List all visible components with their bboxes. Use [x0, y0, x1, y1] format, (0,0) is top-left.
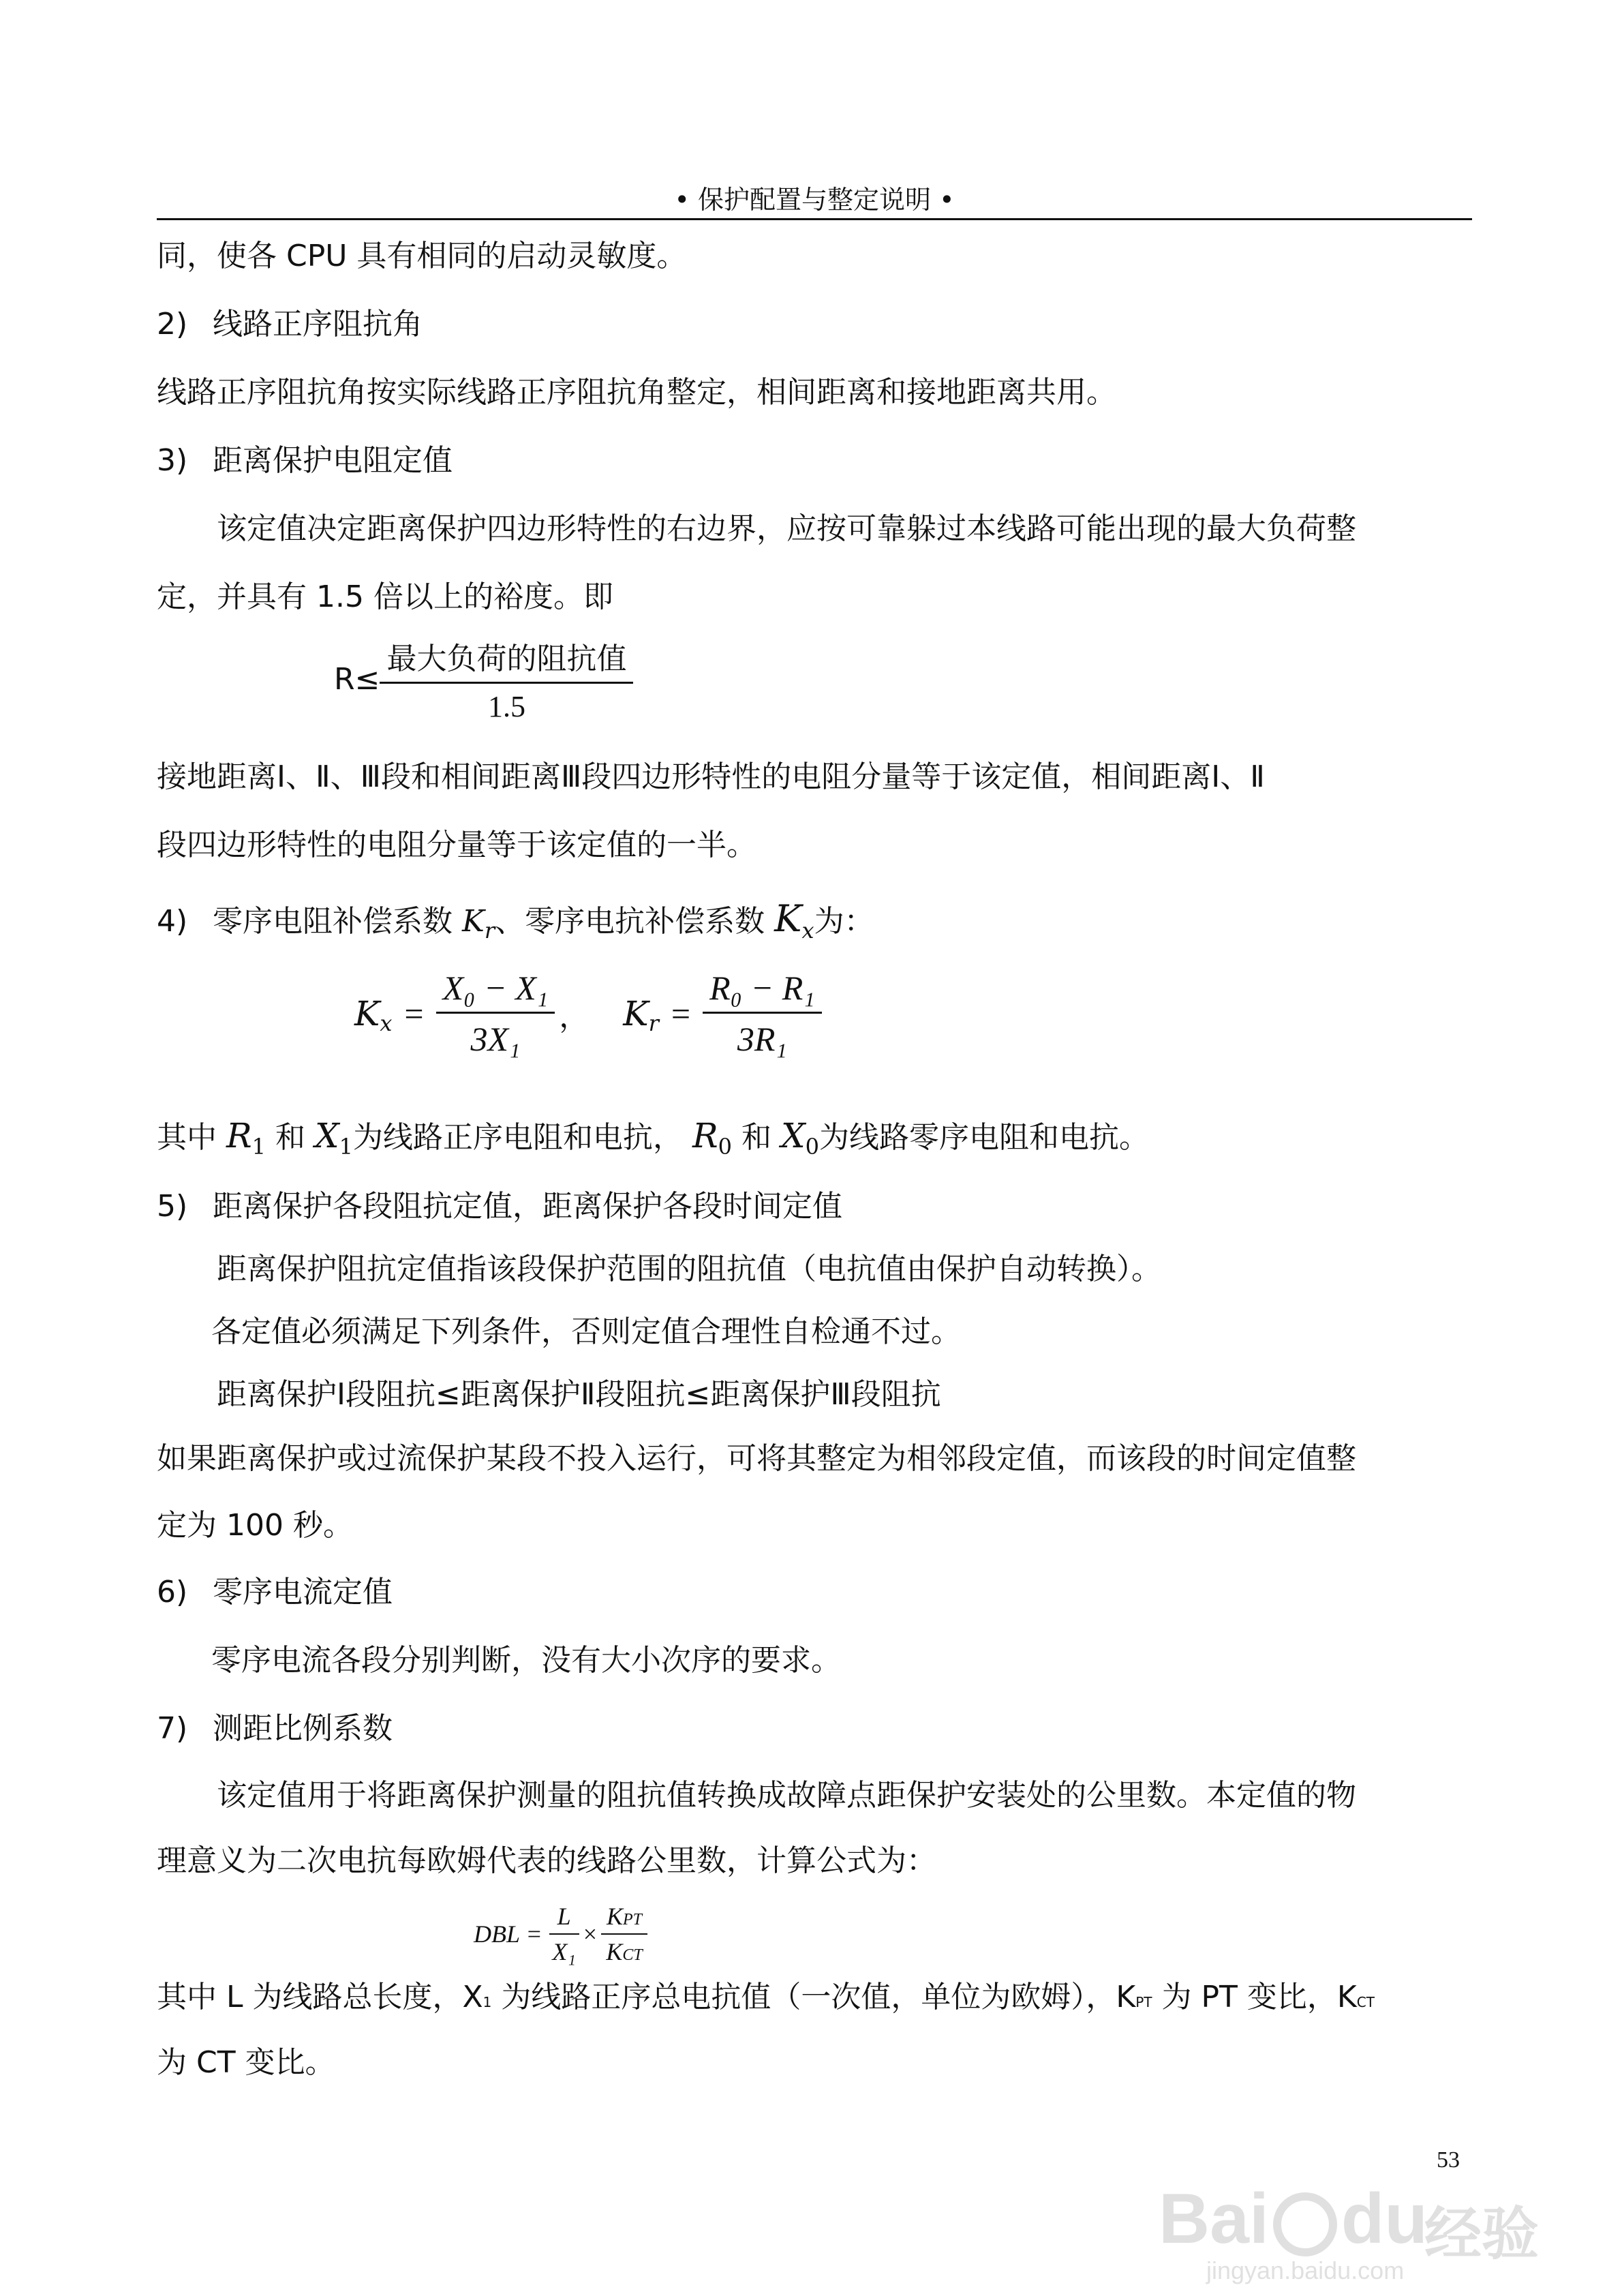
- denominator: X₁: [552, 1938, 576, 1965]
- section-number: 3): [157, 443, 188, 478]
- numerator: X₀ − X₁: [436, 968, 555, 1014]
- text: 和: [741, 1120, 771, 1155]
- section-number: 5): [157, 1189, 188, 1224]
- text-line-symbols: [157, 1977, 1479, 2023]
- text-line: 定为 100 秒。: [157, 1508, 353, 1543]
- text-line: 零序电流各段分别判断，没有大小次序的要求。: [211, 1643, 841, 1678]
- section-title: 零序电阻补偿系数: [213, 904, 453, 939]
- equals: =: [404, 994, 424, 1033]
- denominator: 3X₁: [470, 1020, 521, 1058]
- section-heading-7: [157, 1708, 1479, 1749]
- formula-dbl: [474, 1902, 647, 1966]
- symbol-K: K: [354, 993, 380, 1033]
- numerator: L: [549, 1902, 579, 1935]
- subscript: x: [380, 1010, 393, 1036]
- symbol-K: K: [607, 1903, 624, 1930]
- section-number: 2): [157, 307, 188, 342]
- subscript: 1: [339, 1134, 353, 1160]
- symbol-K: K: [623, 993, 649, 1033]
- subscript: CT: [622, 1946, 643, 1964]
- times-sign: ×: [583, 1920, 597, 1948]
- fraction: [549, 1902, 579, 1966]
- formula-lhs: DBL =: [474, 1920, 542, 1948]
- watermark-brand-b: du: [1341, 2179, 1428, 2259]
- fraction: [380, 634, 633, 724]
- text-line: 理意义为二次电抗每欧姆代表的线路公里数，计算公式为：: [157, 1843, 936, 1878]
- text: 为线路正序总电抗值（一次值，单位为欧姆），K: [501, 1980, 1136, 2014]
- section-title: 零序电流定值: [213, 1575, 393, 1610]
- subscript: 0: [718, 1134, 732, 1160]
- section-heading-4: [157, 898, 1479, 944]
- subscript: 1: [251, 1134, 266, 1160]
- section-heading-6: [157, 1572, 1479, 1613]
- symbol-X: X: [315, 1116, 339, 1155]
- fraction: [436, 968, 555, 1059]
- text: 为线路零序电阻和电抗。: [818, 1120, 1149, 1155]
- text-line: 同，使各 CPU 具有相同的启动灵敏度。: [157, 239, 687, 273]
- numerator: R₀ − R₁: [703, 968, 822, 1014]
- watermark-url: jingyan.baidu.com: [1206, 2256, 1405, 2284]
- text: 为线路正序电阻和电抗，: [352, 1120, 683, 1155]
- watermark-brand-a: Bai: [1159, 2179, 1269, 2259]
- text-line: 距离保护阻抗定值指该段保护范围的阻抗值（电抗值由保护自动转换）。: [217, 1252, 1161, 1286]
- subscript: CT: [1356, 1994, 1375, 2010]
- denominator: 1.5: [487, 690, 525, 723]
- section-heading-2: [157, 304, 1479, 345]
- section-title-end: 为：: [814, 904, 874, 939]
- symbol-R: R: [226, 1116, 252, 1155]
- symbol-K: K: [462, 904, 485, 939]
- text-line-symbols: [157, 1115, 1479, 1160]
- numerator: [601, 1902, 647, 1935]
- subscript: PT: [1135, 1994, 1152, 2010]
- text: 其中 L 为线路总长度，X: [157, 1980, 483, 2014]
- symbol-K: K: [774, 897, 802, 940]
- symbol-R: R: [692, 1116, 718, 1155]
- section-number: 4): [157, 904, 188, 939]
- subscript: r: [484, 918, 495, 943]
- paw-icon: [1273, 2192, 1337, 2256]
- denominator: 3R₁: [737, 1020, 787, 1058]
- watermark: [1159, 2154, 1540, 2291]
- text-line: 为 CT 变比。: [157, 2045, 335, 2080]
- section-title-cont: 、零序电抗补偿系数: [495, 904, 765, 939]
- section-heading-5: [157, 1186, 1479, 1227]
- text-line: 该定值用于将距离保护测量的阻抗值转换成故障点距保护安装处的公里数。本定值的物: [217, 1778, 1356, 1813]
- text-line: 距离保护Ⅰ段阻抗≤距离保护Ⅱ段阻抗≤距离保护Ⅲ段阻抗: [217, 1377, 941, 1412]
- formula-k: [354, 968, 822, 1059]
- subscript: x: [801, 918, 814, 943]
- section-title: 距离保护电阻定值: [213, 443, 453, 478]
- formula-r: [334, 634, 633, 724]
- section-heading-3: [157, 440, 1479, 481]
- symbol-K: K: [606, 1938, 623, 1965]
- symbol-X: X: [781, 1116, 806, 1155]
- denominator: [606, 1935, 642, 1966]
- equals: =: [671, 994, 691, 1033]
- text-line: 线路正序阻抗角按实际线路正序阻抗角整定，相间距离和接地距离共用。: [157, 375, 1116, 410]
- text-line: 该定值决定距离保护四边形特性的右边界，应按可靠躲过本线路可能出现的最大负荷整: [217, 511, 1356, 546]
- subscript: 0: [805, 1134, 819, 1160]
- header-rule: [157, 218, 1472, 220]
- text: 其中: [157, 1120, 217, 1155]
- numerator: 最大负荷的阻抗值: [380, 634, 633, 684]
- watermark-cn: 经验: [1424, 2202, 1540, 2266]
- text-line: 接地距离Ⅰ、Ⅱ、Ⅲ段和相间距离Ⅲ段四边形特性的电阻分量等于该定值，相间距离Ⅰ、Ⅱ: [157, 759, 1265, 794]
- text-line: 段四边形特性的电阻分量等于该定值的一半。: [157, 828, 756, 862]
- text: 和: [275, 1120, 306, 1155]
- running-header: • 保护配置与整定说明 •: [674, 185, 955, 215]
- section-title: 线路正序阻抗角: [213, 307, 423, 342]
- text-line: 各定值必须满足下列条件，否则定值合理性自检通不过。: [211, 1314, 961, 1349]
- watermark-brand: [1159, 2179, 1428, 2260]
- subscript: r: [648, 1010, 659, 1036]
- subscript: 1: [483, 1994, 492, 2010]
- text: 为 PT 变比，K: [1161, 1980, 1357, 2014]
- text-line: 定，并具有 1.5 倍以上的裕度。即: [157, 579, 613, 614]
- section-number: 7): [157, 1711, 188, 1746]
- fraction: [601, 1902, 647, 1966]
- formula-lhs: R≤: [334, 661, 380, 697]
- section-title: 测距比例系数: [213, 1711, 393, 1746]
- subscript: PT: [623, 1911, 643, 1929]
- section-title: 距离保护各段阻抗定值，距离保护各段时间定值: [213, 1189, 842, 1224]
- text-line: 如果距离保护或过流保护某段不投入运行，可将其整定为相邻段定值，而该段的时间定值整: [157, 1441, 1356, 1476]
- section-number: 6): [157, 1575, 188, 1610]
- page-number: 53: [1437, 2147, 1460, 2173]
- fraction: [703, 968, 822, 1059]
- comma: ，: [559, 999, 590, 1034]
